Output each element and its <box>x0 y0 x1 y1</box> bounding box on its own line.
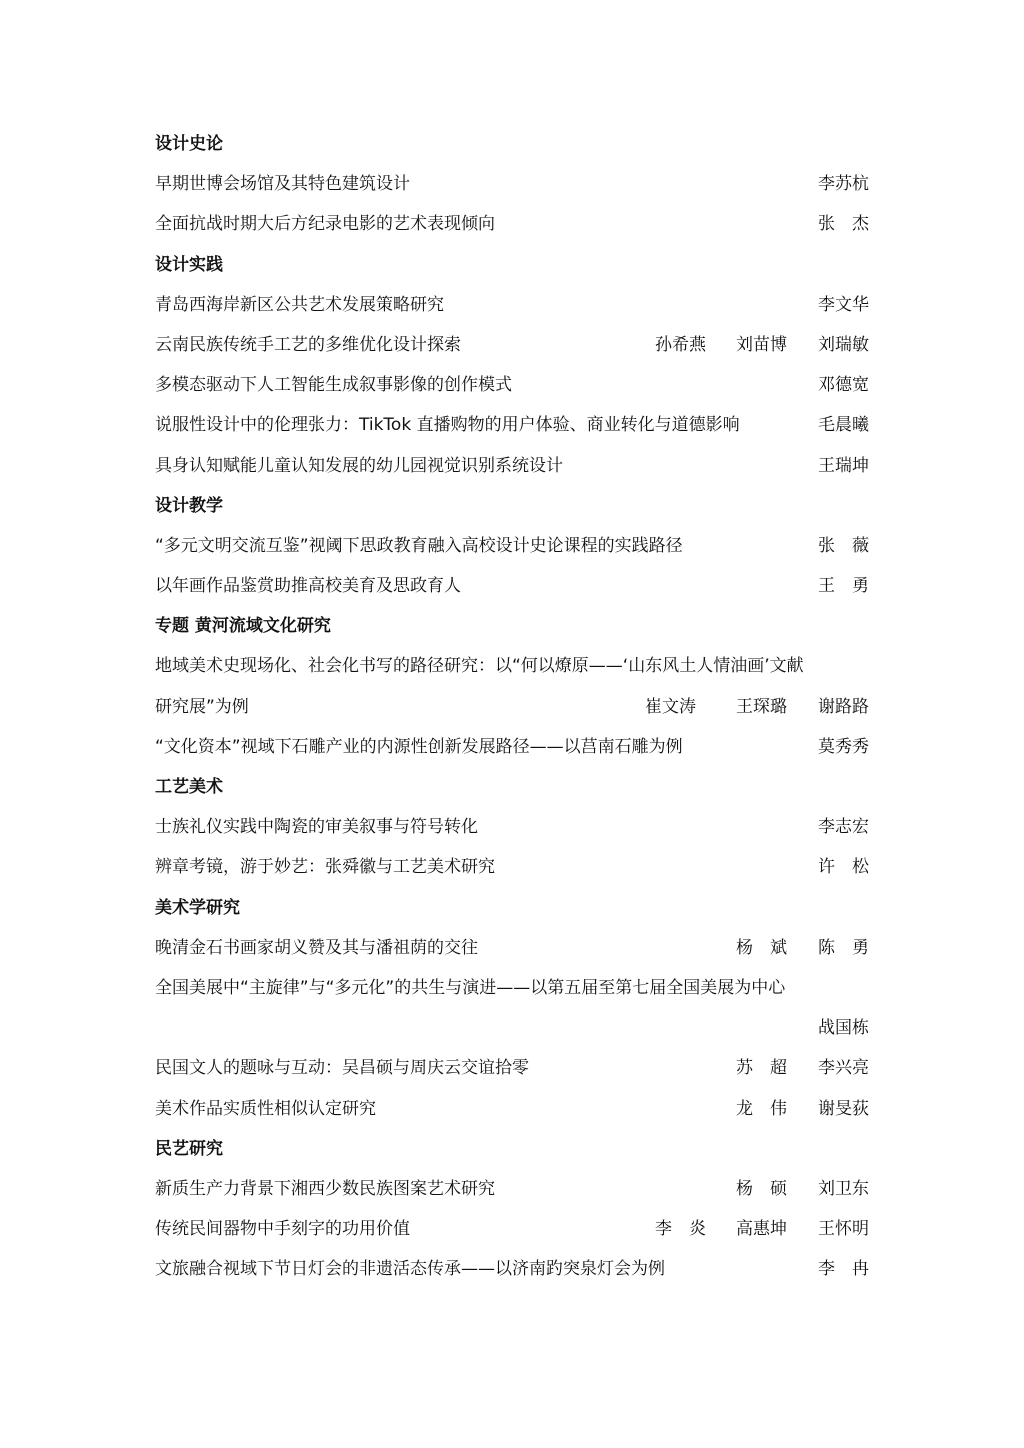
author-name: 张 杰 <box>818 214 869 235</box>
author-name: 王 勇 <box>818 576 869 597</box>
toc-entry[interactable] <box>155 928 869 968</box>
author-name: 李文华 <box>818 294 869 315</box>
toc-entry[interactable] <box>155 1008 869 1048</box>
author-name: 张 薇 <box>818 535 869 556</box>
entry-title: 全面抗战时期大后方纪录电影的艺术表现倾向 <box>155 214 495 235</box>
section-heading: 专题 黄河流域文化研究 <box>155 616 331 637</box>
toc-entry[interactable] <box>155 847 869 887</box>
entry-title: 美术作品实质性相似认定研究 <box>155 1098 376 1119</box>
entry-title: 辨章考镜，游于妙艺：张舜徽与工艺美术研究 <box>155 857 495 878</box>
toc-entry[interactable] <box>155 365 869 405</box>
section-heading: 工艺美术 <box>155 777 223 797</box>
entry-title: 民国文人的题咏与互动：吴昌硕与周庆云交谊拾零 <box>155 1058 529 1079</box>
author-name: 孙希燕 <box>655 334 706 355</box>
author-name: 莫秀秀 <box>818 736 869 757</box>
section-heading: 设计实践 <box>155 254 223 275</box>
author-name: 龙 伟 <box>736 1098 787 1119</box>
toc-entry[interactable] <box>155 646 869 686</box>
author-name: 许 松 <box>818 857 869 878</box>
entry-title: “多元文明交流互鉴”视阈下思政教育融入高校设计史论课程的实践路径 <box>155 535 683 556</box>
section-heading: 设计史论 <box>155 134 223 154</box>
author-name: 李苏杭 <box>818 174 869 195</box>
author-name: 王怀明 <box>818 1219 869 1240</box>
entry-title: 地域美术史现场化、社会化书写的路径研究：以“何以燎原——‘山东风土人情油画’文献 <box>155 656 804 677</box>
entry-title: 研究展”为例 <box>155 696 249 717</box>
entry-title: 新质生产力背景下湘西少数民族图案艺术研究 <box>155 1178 495 1199</box>
table-of-contents <box>155 124 869 1289</box>
entry-title: 多模态驱动下人工智能生成叙事影像的创作模式 <box>155 375 512 396</box>
author-name: 崔文涛 <box>645 696 696 717</box>
author-name: 刘卫东 <box>818 1178 869 1199</box>
section-heading: 民艺研究 <box>155 1138 223 1159</box>
author-name: 刘苗博 <box>736 334 787 355</box>
toc-entry[interactable] <box>155 285 869 325</box>
author-name: 杨 硕 <box>736 1178 787 1199</box>
author-name: 王琛璐 <box>736 696 787 717</box>
author-name: 李 冉 <box>818 1259 869 1280</box>
toc-entry[interactable] <box>155 968 869 1008</box>
toc-entry[interactable] <box>155 1089 869 1129</box>
toc-entry[interactable] <box>155 1048 869 1088</box>
toc-entry[interactable] <box>155 1169 869 1209</box>
entry-title: 文旅融合视域下节日灯会的非遗活态传承——以济南趵突泉灯会为例 <box>155 1259 665 1280</box>
toc-entry[interactable] <box>155 727 869 767</box>
author-name: 谢旻荻 <box>818 1098 869 1119</box>
toc-entry[interactable] <box>155 204 869 244</box>
entry-title: 具身认知赋能儿童认知发展的幼儿园视觉识别系统设计 <box>155 455 563 476</box>
author-name: 李兴亮 <box>818 1058 869 1079</box>
toc-entry[interactable] <box>155 526 869 566</box>
toc-entry[interactable] <box>155 446 869 486</box>
author-name: 苏 超 <box>736 1058 787 1079</box>
toc-entry[interactable] <box>155 687 869 727</box>
author-name: 杨 斌 <box>736 937 787 958</box>
author-name: 刘瑞敏 <box>818 334 869 355</box>
author-name: 谢路路 <box>818 696 869 717</box>
toc-entry[interactable] <box>155 807 869 847</box>
author-name: 高惠坤 <box>736 1219 787 1240</box>
author-name: 李志宏 <box>818 817 869 838</box>
toc-entry[interactable] <box>155 566 869 606</box>
entry-title: 早期世博会场馆及其特色建筑设计 <box>155 174 410 195</box>
author-name: 邓德宽 <box>818 375 869 396</box>
entry-title: 全国美展中“主旋律”与“多元化”的共生与演进——以第五届至第七届全国美展为中心 <box>155 977 786 998</box>
author-name: 毛晨曦 <box>818 415 869 436</box>
author-name: 王瑞坤 <box>818 455 869 476</box>
entry-title: 青岛西海岸新区公共艺术发展策略研究 <box>155 294 444 315</box>
entry-title: 以年画作品鉴赏助推高校美育及思政育人 <box>155 576 461 597</box>
toc-entry[interactable] <box>155 164 869 204</box>
section-heading: 设计教学 <box>155 495 223 516</box>
toc-entry[interactable] <box>155 1209 869 1249</box>
section-heading: 美术学研究 <box>155 897 240 918</box>
author-name: 战国栋 <box>818 1018 869 1039</box>
entry-title: 士族礼仪实践中陶瓷的审美叙事与符号转化 <box>155 817 478 838</box>
entry-title: 传统民间器物中手刻字的功用价值 <box>155 1219 410 1240</box>
author-name: 陈 勇 <box>818 937 869 958</box>
toc-entry[interactable] <box>155 325 869 365</box>
author-name: 李 炎 <box>655 1219 706 1240</box>
entry-title: 晚清金石书画家胡义赞及其与潘祖荫的交往 <box>155 937 478 958</box>
entry-title: 说服性设计中的伦理张力：TikTok 直播购物的用户体验、商业转化与道德影响 <box>155 415 740 436</box>
entry-title: 云南民族传统手工艺的多维优化设计探索 <box>155 334 461 355</box>
toc-entry[interactable] <box>155 1249 869 1289</box>
entry-title: “文化资本”视域下石雕产业的内源性创新发展路径——以莒南石雕为例 <box>155 736 683 757</box>
toc-entry[interactable] <box>155 405 869 445</box>
